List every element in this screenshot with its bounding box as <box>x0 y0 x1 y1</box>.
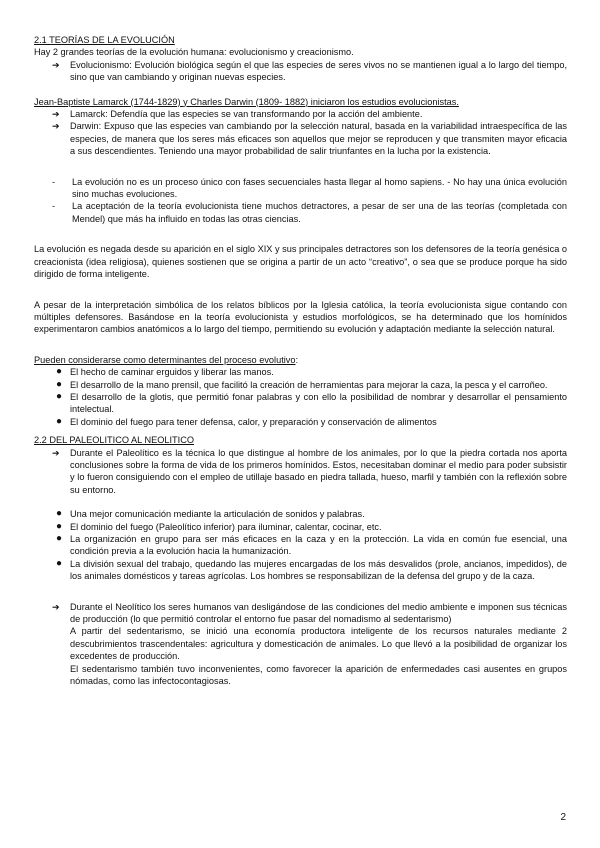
bullet-icon: ● <box>56 557 63 569</box>
bullet-text: La división sexual del trabajo, quedando las mujeres encargadas de los más desvalidos (prole, ancianos, impedidos), de los animales domésticos y tareas agrícolas. Los hombres se responsabilizan de la defensa del grupo y de la caza. <box>70 558 567 582</box>
bullet-text: La organización en grupo para ser más eficaces en la caza y en la protección. La vida en común fue esencial, una condición previa a la evolución hacia la humanización. <box>70 534 567 557</box>
dash-marker: - <box>52 201 56 212</box>
bullet-icon: ● <box>56 366 63 378</box>
dash-item-acceptance <box>52 200 567 225</box>
bullet-text: Una mejor comunicación mediante la articulación de sonidos y palabras. <box>70 509 365 520</box>
page-number: 2 <box>560 811 566 823</box>
bullet-icon: ● <box>56 533 63 544</box>
determinant-text: El dominio del fuego para tener defensa, calor, y preparación y conservación de alimentos <box>70 416 437 427</box>
section-title-paleolithic-neolithic: 2.2 DEL PALEOLITICO AL NEOLITICO <box>34 435 194 446</box>
lamarck-text: Lamarck: Defendía que las especies se van transformando por la acción del ambiente. <box>70 109 423 120</box>
section-title-evolution-theories: 2.1 TEORÍAS DE LA EVOLUCIÓN <box>34 35 175 45</box>
bullet-text: El dominio del fuego (Paleolítico inferior) para iluminar, calentar, cocinar, etc. <box>70 521 382 532</box>
dash1-text: La evolución no es un proceso único con fases secuenciales hasta llegar al homo sapiens. - No hay una única evolución sino muchas evoluciones. <box>72 176 567 200</box>
arrow-item-paleolitico <box>52 447 567 497</box>
neolitico-text-3: El sedentarismo también tuvo inconvenientes, como favorecer la aparición de enfermedades casi ausentes en grupos nómadas, como las infectocontagiosas. <box>70 663 567 687</box>
arrow-icon: ➔ <box>52 121 60 132</box>
arrow-item-evolucionismo <box>52 59 567 84</box>
bullet-icon: ● <box>56 508 63 520</box>
darwin-text: Darwin: Expuso que las especies van cambiando por la selección natural, basada en la variabilidad intraespecífica de las especies, de manera que los seres más eficaces son aquellos que mejor se reproducen y que transmiten mayor eficacia a sus descendientes. Teniendo una mayor probabilidad de salir triunfantes en la lucha por la existencia. <box>70 121 567 157</box>
document-page <box>34 34 567 687</box>
arrow-item-darwin <box>52 120 567 157</box>
intro-paragraph: Hay 2 grandes teorías de la evolución humana: evolucionismo y creacionismo. <box>34 47 354 58</box>
list-item <box>52 366 567 378</box>
list-item <box>52 508 567 520</box>
list-item <box>52 379 567 391</box>
determinant-text: El hecho de caminar erguidos y liberar las manos. <box>70 367 274 378</box>
bullet-icon: ● <box>56 390 63 402</box>
bullet-icon: ● <box>56 520 63 532</box>
arrow-item-lamarck <box>52 108 567 120</box>
list-item <box>52 558 567 583</box>
determinants-heading: Pueden considerarse como determinantes del proceso evolutivo <box>34 354 296 365</box>
authors-heading: Jean-Baptiste Lamarck (1744-1829) y Charles Darwin (1809- 1882) iniciaron los estudios evolucionistas. <box>34 96 459 107</box>
dash-marker: - <box>52 176 56 187</box>
paragraph-catholic-church: A pesar de la interpretación simbólica de los relatos bíblicos por la Iglesia católica, la teoría evolucionista sigue contando con múltiples defensores. Basándose en la teoría evolucionista y estudios morfológicos, se ha determinado que los homínidos experimentaron cambios anatómicos a lo largo del tiempo, permitiendo su evolución y adaptación mediante la selección natural. <box>34 299 567 335</box>
arrow-icon: ➔ <box>52 601 60 612</box>
neolitico-text-2: A partir del sedentarismo, se inició una economía productora inteligente de los recursos naturales mediante 2 descubrimientos trascendentales: agricultura y domesticación de animales. Lo que llevó a la posibilidad de organizar los excedentes de producción. <box>70 626 567 662</box>
paleolitico-text: Durante el Paleolítico es la técnica lo que distingue al hombre de los animales, por lo que la piedra cortada nos aporta conclusiones sobre la forma de vida de los primeros homínidos. Estos, necesitaban dominar el medio para poder subsistir y lo fueron consiguiendo con el empleo de utillaje basado en piedra tallada, hueso, marfil y también con la reflexión sobre su entorno. <box>70 447 567 495</box>
paragraph-creationism: La evolución es negada desde su aparición en el siglo XIX y sus principales detractores son los defensores de la teoría genésica o creacionista (idea religiosa), quienes sostienen que se origina a partir de un acto “creativo”, o sea que se produce porque ha sido dirigido de forma inteligente. <box>34 244 567 280</box>
neolitico-text-1: Durante el Neolítico los seres humanos van desligándose de las condiciones del medio ambiente e imponen sus técnicas de producción (lo que permitió controlar el entorno fue pasar del nomadismo al sedentarismo) <box>70 601 567 625</box>
bullet-icon: ● <box>56 378 63 390</box>
arrow-icon: ➔ <box>52 59 60 70</box>
bullet-icon: ● <box>56 415 63 427</box>
determinant-text: El desarrollo de la mano prensil, que facilitó la creación de herramientas para mejorar la caza, la pesca y el carroñeo. <box>70 379 548 390</box>
evolucionismo-text: Evolucionismo: Evolución biológica según el que las especies de seres vivos no se mantienen igual a lo largo del tiempo, sino que van cambiando y originan nuevas especies. <box>70 59 567 83</box>
determinant-text: El desarrollo de la glotis, que permitió fonar palabras y con ello la posibilidad de nombrar y desarrollar el pensamiento intelectual. <box>70 391 567 415</box>
determinants-colon: : <box>295 354 299 365</box>
arrow-item-neolitico <box>52 601 567 688</box>
arrow-icon: ➔ <box>52 109 60 120</box>
list-item <box>52 391 567 416</box>
list-item <box>52 533 567 558</box>
arrow-icon: ➔ <box>52 447 60 458</box>
list-item <box>52 521 567 533</box>
dash-item-evolution-process <box>52 176 567 201</box>
list-item <box>52 416 567 428</box>
determinants-heading-line <box>34 354 567 366</box>
dash2-text: La aceptación de la teoría evolucionista tiene muchos detractores, a pesar de ser una de las teorías (completada con Mendel) que más ha influido en todas las otras ciencias. <box>72 201 567 224</box>
